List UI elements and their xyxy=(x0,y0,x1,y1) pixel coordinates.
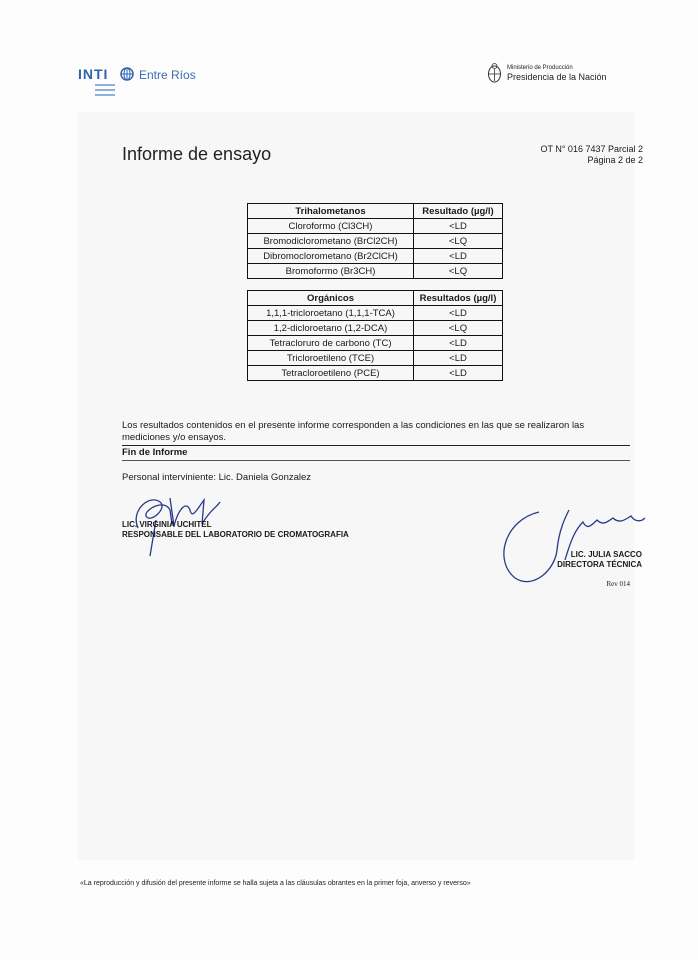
ministry-line: Ministerio de Producción xyxy=(507,65,573,71)
result-value: <LQ xyxy=(414,264,503,279)
table-row xyxy=(248,366,503,381)
divider xyxy=(122,445,630,446)
footer-note: «La reproducción y difusión del presente informe se halla sujeta a las cláusulas obrantes en la primer foja, anverso y reverso» xyxy=(80,880,471,887)
compound-name: Tetracloruro de carbono (TC) xyxy=(248,336,414,351)
presidency-line: Presidencia de la Nación xyxy=(507,72,607,82)
end-of-report: Fin de Informe xyxy=(122,447,188,458)
table-row xyxy=(248,351,503,366)
table-row xyxy=(248,321,503,336)
ot-number: OT N° 016 7437 Parcial 2 xyxy=(540,144,643,154)
revision-label: Rev 014 xyxy=(606,580,630,588)
table-row xyxy=(248,336,503,351)
ministry-logo xyxy=(487,62,627,88)
result-value: <LD xyxy=(414,219,503,234)
table-row xyxy=(248,234,503,249)
inti-region: Entre Ríos xyxy=(139,68,196,82)
table-header-row xyxy=(248,291,503,306)
compound-name: 1,2-dicloroetano (1,2-DCA) xyxy=(248,321,414,336)
table-row xyxy=(248,264,503,279)
divider xyxy=(122,460,630,461)
document-reference xyxy=(541,144,644,166)
column-header-result: Resultados (µg/l) xyxy=(414,291,503,306)
national-emblem-icon xyxy=(487,62,502,84)
page-number: Página 2 de 2 xyxy=(587,155,643,165)
compound-name: Dibromoclorometano (Br2ClCH) xyxy=(248,249,414,264)
compound-name: Tricloroetileno (TCE) xyxy=(248,351,414,366)
compound-name: Bromodiclorometano (BrCl2CH) xyxy=(248,234,414,249)
signer-left-name: LIC. VIRGINIA UCHITEL xyxy=(122,520,212,529)
results-note: Los resultados contenidos en el presente informe corresponden a las condiciones en las que se realizaron las mediciones y/o ensayos. xyxy=(122,420,585,443)
compound-name: 1,1,1-tricloroetano (1,1,1-TCA) xyxy=(248,306,414,321)
personnel-line: Personal interviniente: Lic. Daniela Gonzalez xyxy=(122,472,312,483)
compound-name: Cloroformo (Cl3CH) xyxy=(248,219,414,234)
column-header-name: Trihalometanos xyxy=(248,204,414,219)
signer-left-role: RESPONSABLE DEL LABORATORIO DE CROMATOGRAFIA xyxy=(122,530,349,539)
result-value: <LD xyxy=(414,336,503,351)
table-header-row xyxy=(248,204,503,219)
result-value: <LD xyxy=(414,249,503,264)
compound-name: Bromoformo (Br3CH) xyxy=(248,264,414,279)
table-row xyxy=(248,249,503,264)
trihalometanos-table xyxy=(247,203,503,279)
column-header-name: Orgánicos xyxy=(248,291,414,306)
organicos-table xyxy=(247,290,503,381)
page-title: Informe de ensayo xyxy=(122,144,272,164)
result-value: <LQ xyxy=(414,234,503,249)
result-value: <LD xyxy=(414,351,503,366)
signer-right-name: LIC. JULIA SACCO xyxy=(570,550,642,559)
compound-name: Tetracloroetileno (PCE) xyxy=(248,366,414,381)
signer-right-role: DIRECTORA TÉCNICA xyxy=(557,560,642,569)
result-value: <LD xyxy=(414,306,503,321)
globe-icon xyxy=(120,67,134,81)
signature-right xyxy=(495,500,655,590)
table-row xyxy=(248,306,503,321)
table-row xyxy=(248,219,503,234)
inti-logo-text: INTI xyxy=(78,66,109,82)
result-value: <LD xyxy=(414,366,503,381)
column-header-result: Resultado (µg/l) xyxy=(414,204,503,219)
result-value: <LQ xyxy=(414,321,503,336)
inti-logo xyxy=(78,66,218,106)
logo-bars xyxy=(95,84,115,99)
